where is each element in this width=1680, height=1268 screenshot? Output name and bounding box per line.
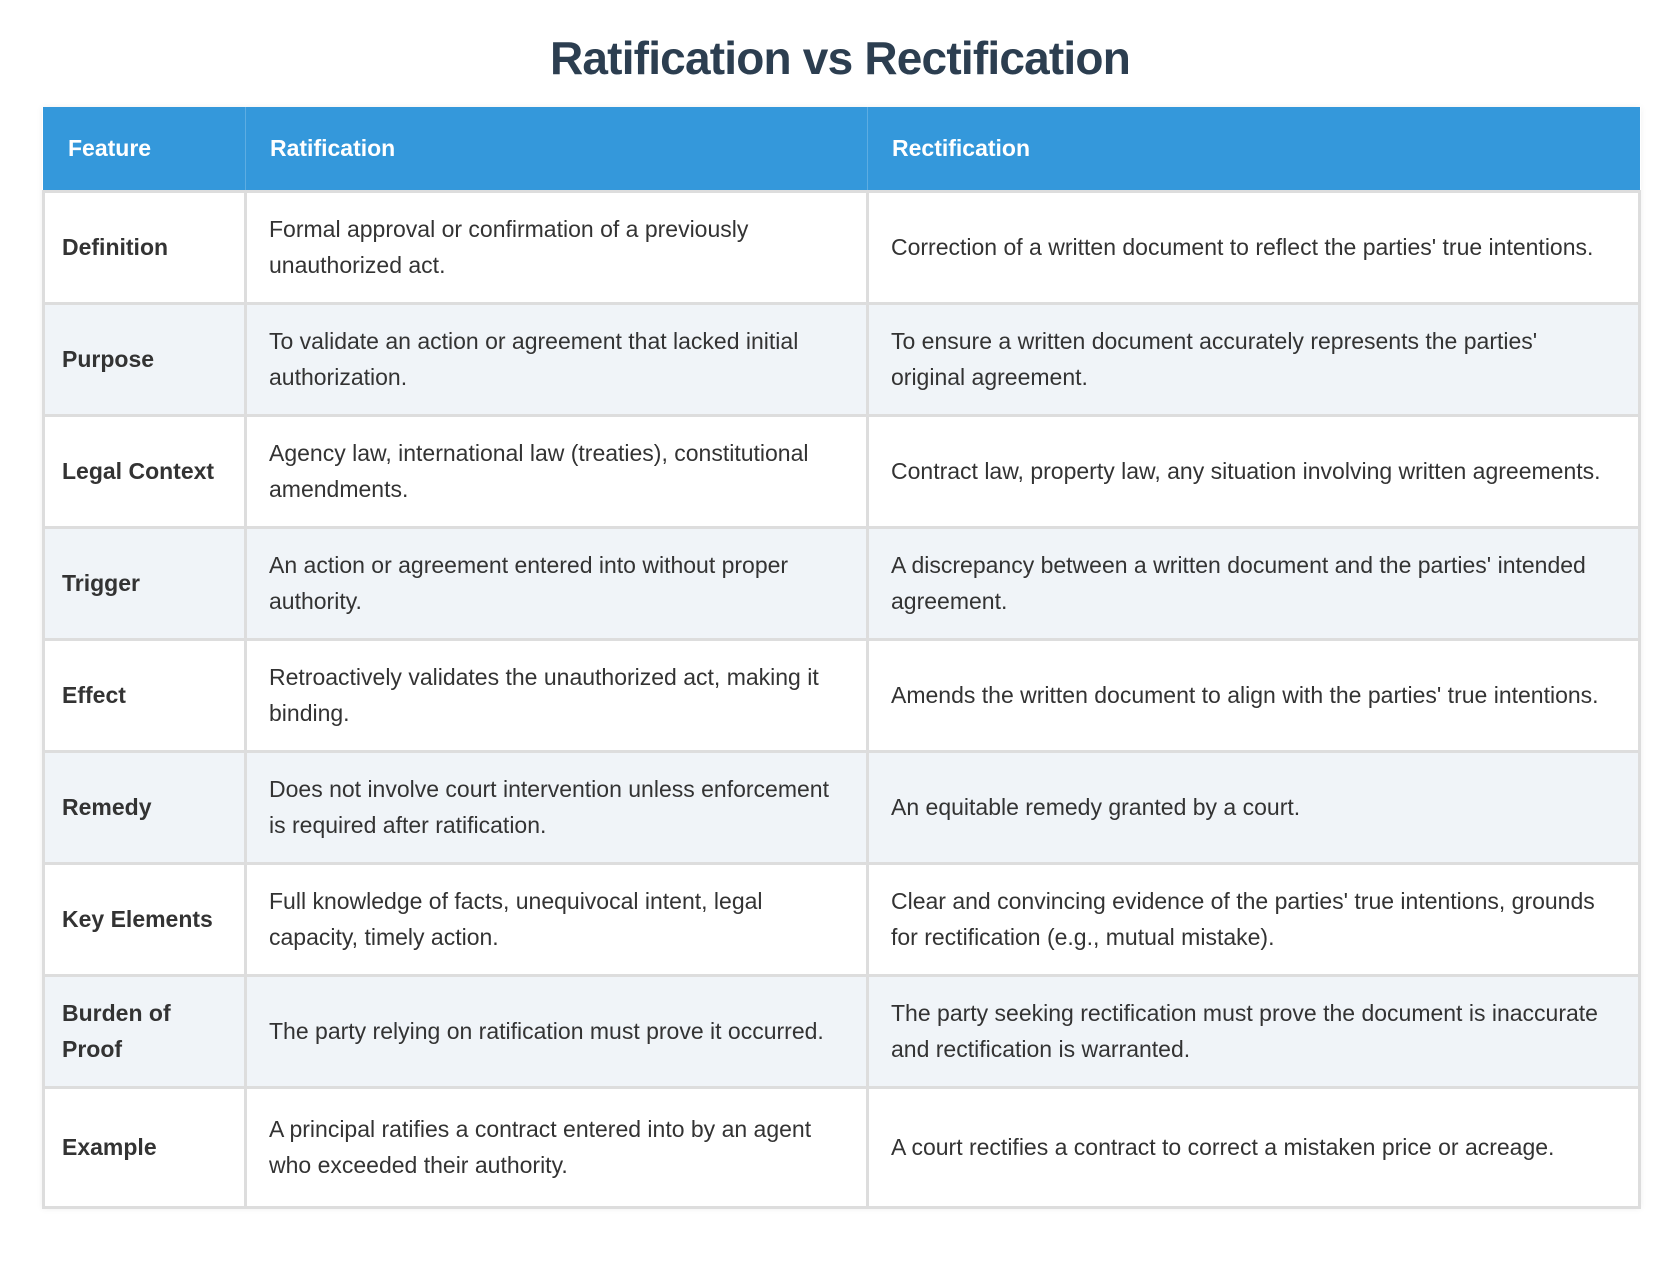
ratification-cell: A principal ratifies a contract entered into by an agent who exceeded their authority. [246, 1087, 868, 1207]
ratification-cell: An action or agreement entered into without proper authority. [246, 527, 868, 639]
comparison-table [42, 107, 1641, 1209]
column-header-feature: Feature [44, 107, 246, 191]
rectification-cell: Clear and convincing evidence of the parties' true intentions, grounds for rectification (e.g., mutual mistake). [868, 863, 1640, 975]
table-row [44, 751, 1640, 863]
feature-cell: Effect [44, 639, 246, 751]
feature-cell: Key Elements [44, 863, 246, 975]
feature-cell: Legal Context [44, 415, 246, 527]
table-row [44, 303, 1640, 415]
ratification-cell: Retroactively validates the unauthorized act, making it binding. [246, 639, 868, 751]
comparison-table-container [42, 107, 1638, 1209]
rectification-cell: A court rectifies a contract to correct a mistaken price or acreage. [868, 1087, 1640, 1207]
ratification-cell: Does not involve court intervention unless enforcement is required after ratification. [246, 751, 868, 863]
table-row [44, 975, 1640, 1087]
rectification-cell: A discrepancy between a written document and the parties' intended agreement. [868, 527, 1640, 639]
table-row [44, 1087, 1640, 1207]
table-row [44, 415, 1640, 527]
ratification-cell: Agency law, international law (treaties), constitutional amendments. [246, 415, 868, 527]
rectification-cell: To ensure a written document accurately represents the parties' original agreement. [868, 303, 1640, 415]
column-header-rectification: Rectification [868, 107, 1640, 191]
ratification-cell: Full knowledge of facts, unequivocal intent, legal capacity, timely action. [246, 863, 868, 975]
page-title: Ratification vs Rectification [549, 32, 1131, 84]
feature-cell: Trigger [44, 527, 246, 639]
feature-cell: Burden of Proof [44, 975, 246, 1087]
feature-cell: Example [44, 1087, 246, 1207]
table-row [44, 863, 1640, 975]
table-row [44, 527, 1640, 639]
rectification-cell: Correction of a written document to reflect the parties' true intentions. [868, 191, 1640, 303]
rectification-cell: An equitable remedy granted by a court. [868, 751, 1640, 863]
feature-cell: Definition [44, 191, 246, 303]
table-header [44, 107, 1640, 191]
header-row [44, 107, 1640, 191]
feature-cell: Purpose [44, 303, 246, 415]
column-header-ratification: Ratification [246, 107, 868, 191]
ratification-cell: The party relying on ratification must prove it occurred. [246, 975, 868, 1087]
rectification-cell: The party seeking rectification must prove the document is inaccurate and rectification is warranted. [868, 975, 1640, 1087]
feature-cell: Remedy [44, 751, 246, 863]
table-row [44, 191, 1640, 303]
table-row [44, 639, 1640, 751]
rectification-cell: Contract law, property law, any situation involving written agreements. [868, 415, 1640, 527]
ratification-cell: Formal approval or confirmation of a previously unauthorized act. [246, 191, 868, 303]
rectification-cell: Amends the written document to align with the parties' true intentions. [868, 639, 1640, 751]
table-body [44, 191, 1640, 1207]
ratification-cell: To validate an action or agreement that lacked initial authorization. [246, 303, 868, 415]
